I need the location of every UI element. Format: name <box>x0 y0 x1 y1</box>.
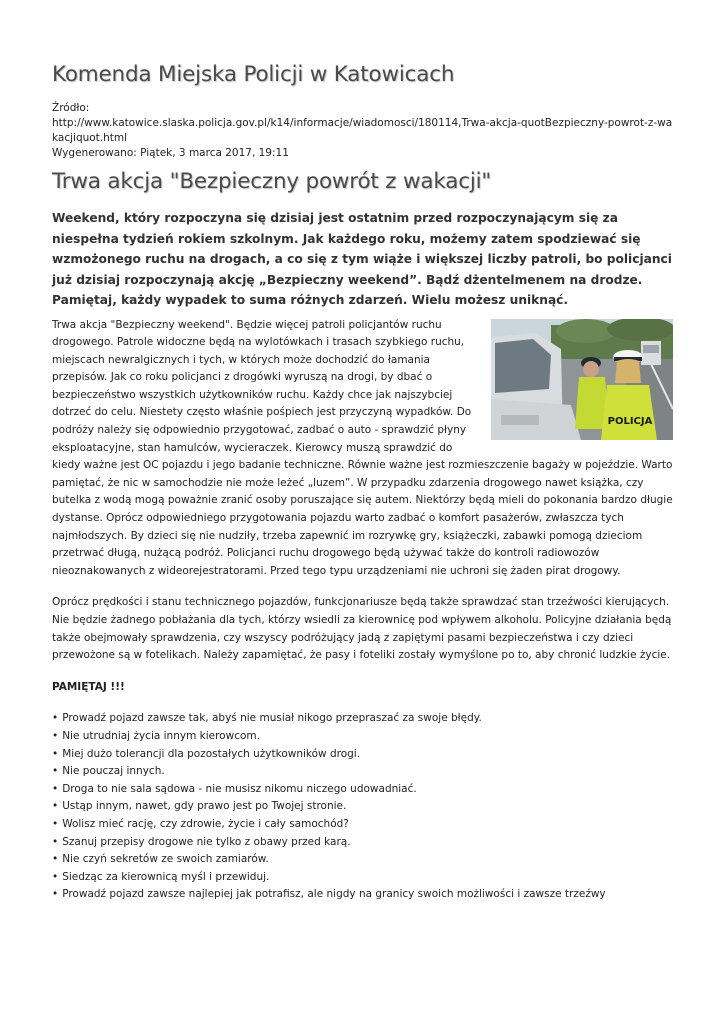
article-paragraph-2: Oprócz prędkości i stanu technicznego pojazdów, funkcjonariusze będą także sprawdzać stan trzeźwości kierujących. Nie będzie żadnego pobłażania dla tych, którzy wsiedli za kierownicę pod wpływem alkoholu. Policyjne działania będą także obejmowały sprawdzenia, czy wszyscy podróżujący jadą z zapiętymi pasami bezpieczeństwa i czy dzieci przewożone są w fotelikach. Należy zapamiętać, że pasy i foteliki zostały wymyślone po to, aby chronić ludzkie życie. <box>52 596 672 662</box>
list-item: • Nie pouczaj innych. <box>52 763 673 781</box>
source-label: Źródło: <box>52 102 90 114</box>
list-item: • Miej dużo tolerancji dla pozostałych użytkowników drogi. <box>52 746 673 764</box>
list-item: • Ustąp innym, nawet, gdy prawo jest po Twojej stronie. <box>52 798 673 816</box>
generated-date: Wygenerowano: Piątek, 3 marca 2017, 19:11 <box>52 147 289 159</box>
site-title: Komenda Miejska Policji w Katowicach <box>52 62 455 87</box>
article-title: Trwa akcja "Bezpieczny powrót z wakacji" <box>52 169 492 194</box>
list-item: • Prowadź pojazd zawsze tak, abyś nie musiał nikogo przepraszać za swoje błędy. <box>52 710 673 728</box>
police-checkpoint-photo <box>491 319 673 440</box>
list-item: • Wolisz mieć rację, czy zdrowie, życie i cały samochód? <box>52 816 673 834</box>
police-badge-text: POLICJA <box>607 415 653 427</box>
list-item: • Nie czyń sekretów ze swoich zamiarów. <box>52 851 673 869</box>
list-item: • Siedząc za kierownicą myśl i przewiduj. <box>52 869 673 887</box>
list-item: • Droga to nie sala sądowa - nie musisz nikomu niczego udowadniać. <box>52 781 673 799</box>
article-paragraph-1: Trwa akcja "Bezpieczny weekend". Będzie więcej patroli policjantów ruchu drogowego. Patrole widoczne będą na wylotówkach i trasach szybkiego ruchu, miejscach newralgicznych i tych, w których może dochodzić do łamania przepisów. Jak co roku policjanci z drogówki wyruszą na drogi, by dbać o bezpieczeństwo wszystkich użytkowników ruchu. Każdy chce jak najszybciej dotrzeć do celu. Niestety często właśnie pośpiech jest przyczyną wypadków. Do podróży należy się odpowiednio przygotować, zadbać o auto - sprawdzić płyny eksploatacyjne, stan hamulców, wycieraczek. Kierowcy muszą sprawdzić do kiedy ważne jest OC pojazdu i jego badanie techniczne. Równie ważne jest rozmieszczenie bagaży w pojeździe. Warto pamiętać, że nic w samochodzie nie może leżeć „luzem”. W przypadku zdarzenia drogowego nawet książka, czy butelka z wodą mogą poważnie zranić osoby poruszające się autem. Niektórzy będą mieli do pokonania bardzo długie dystanse. Oprócz odpowiedniego przygotowania pojazdu warto zadbać o komfort pasażerów, zwłaszcza tych najmłodszych. By dzieci się nie nudziły, trzeba zapewnić im rozrywkę gry, książeczki, zabawki pomogą dzieciom przetrwać długą, nużącą podróż. Policjanci ruchu drogowego będą używać także do kontroli radiowozów nieoznakowanych z wideorejestratorami. Przed tego typu urządzeniami nie uchroni się żaden pirat drogowy. <box>52 318 673 577</box>
list-item: • Szanuj przepisy drogowe nie tylko z obawy przed karą. <box>52 834 673 852</box>
source-url[interactable]: http://www.katowice.slaska.policja.gov.pl/k14/informacje/wiadomosci/180114,Trwa-akcja-quotBezpieczny-powrot-z-wakacjiquot.html <box>52 117 673 144</box>
tips-list <box>52 710 673 904</box>
document-meta <box>52 101 673 161</box>
remember-heading: PAMIĘTAJ !!! <box>52 680 125 693</box>
article-lead: Weekend, który rozpoczyna się dzisiaj jest ostatnim przed rozpoczynającym się za niespełna tydzień rokiem szkolnym. Jak każdego roku, możemy zatem spodziewać się wzmożonego ruchu na drogach, a co się z tym wiąże i większej liczby patroli, bo policjanci już dzisiaj rozpoczynają akcję „Bezpieczny weekend”. Bądź dżentelmenem na drodze. Pamiętaj, każdy wypadek to suma różnych zdarzeń. Wielu możesz uniknąć. <box>52 211 672 307</box>
article-body <box>52 317 673 904</box>
list-item: • Nie utrudniaj życia innym kierowcom. <box>52 728 673 746</box>
list-item: • Prowadź pojazd zawsze najlepiej jak potrafisz, ale nigdy na granicy swoich możliwości i zawsze trzeźwy <box>52 886 673 904</box>
